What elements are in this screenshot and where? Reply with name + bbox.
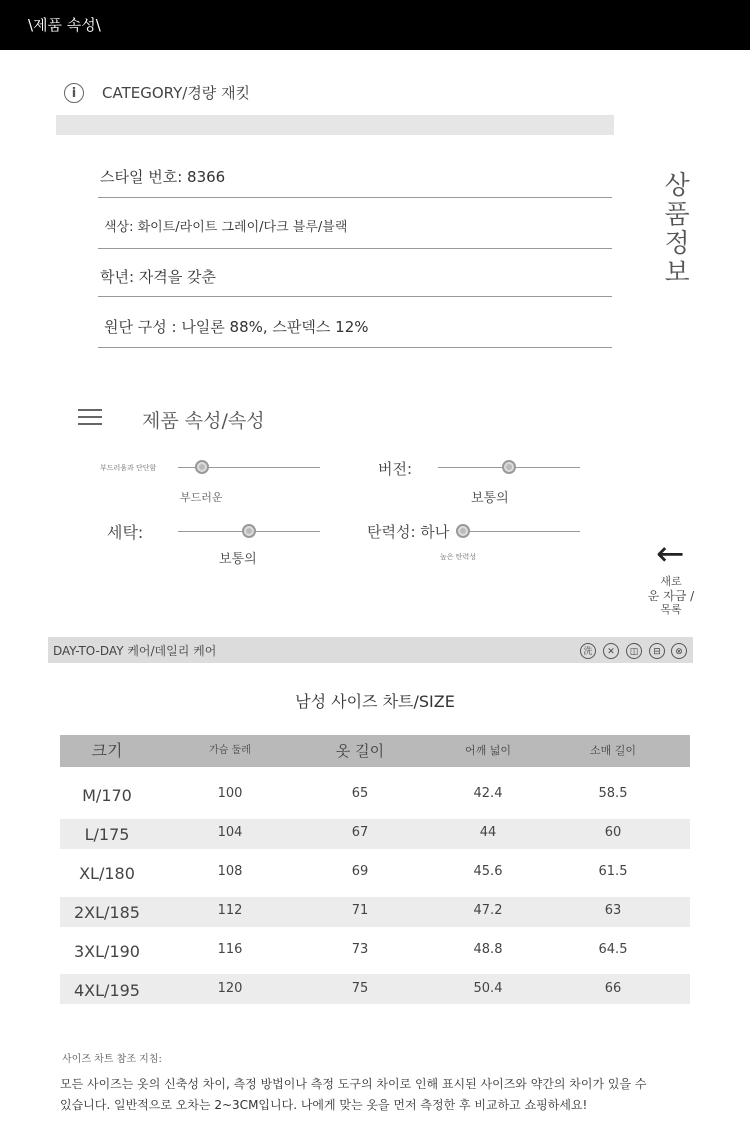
version-value: 보통의	[471, 491, 509, 506]
top-bar	[0, 0, 750, 50]
table-cell: 58.5	[598, 786, 628, 801]
size-note-title: 사이즈 차트 참조 지침:	[62, 1054, 162, 1065]
divider	[98, 197, 612, 198]
list-icon	[78, 409, 102, 430]
table-cell: 63	[604, 903, 622, 918]
table-cell: 2XL/185	[74, 903, 140, 922]
table-cell: 71	[351, 903, 369, 918]
spec-fabric: 원단 구성 : 나일론 88%, 스판덱스 12%	[104, 318, 369, 336]
table-cell: 50.4	[473, 981, 503, 996]
divider	[98, 248, 612, 249]
table-cell: 120	[217, 981, 243, 996]
new-arrival-line1: 새로	[660, 575, 682, 588]
elasticity-value: 높은 탄력성	[440, 553, 477, 561]
left-arrow-icon[interactable]: ←	[656, 534, 685, 574]
table-cell: 64.5	[598, 942, 628, 957]
size-note-line1: 모든 사이즈는 옷의 신축성 차이, 측정 방법이나 측정 도구의 차이로 인해 표시된 사이즈와 약간의 차이가 있을 수	[60, 1077, 647, 1091]
table-cell: 108	[217, 864, 243, 879]
table-cell: 65	[351, 786, 369, 801]
new-arrival-line2: 운 자금 /	[647, 589, 695, 603]
dry-icon: ⊟	[649, 643, 665, 659]
page-header-title: \제품 속성\	[28, 16, 101, 34]
softness-label: 부드러움과 단단함	[100, 464, 157, 472]
category-label: CATEGORY/경량 재킷	[102, 84, 251, 102]
wash-label: 세탁:	[107, 523, 144, 542]
care-label: DAY-TO-DAY 케어/데일리 케어	[53, 644, 217, 658]
elasticity-knob	[456, 524, 470, 538]
side-title-product-info: 상품 정보	[664, 171, 690, 288]
header-chest: 가슴 둘레	[209, 745, 251, 756]
elasticity-label: 탄력성: 하나	[367, 523, 450, 541]
table-cell: 67	[351, 825, 369, 840]
table-cell: 73	[351, 942, 369, 957]
table-cell: 48.8	[473, 942, 503, 957]
header-length: 옷 길이	[335, 742, 385, 760]
table-cell: 42.4	[473, 786, 503, 801]
size-chart-title: 남성 사이즈 차트/SIZE	[295, 692, 455, 711]
wash-value: 보통의	[219, 552, 257, 567]
table-cell: 100	[217, 786, 243, 801]
softness-knob	[195, 460, 209, 474]
table-cell: 4XL/195	[74, 981, 140, 1000]
info-icon: i	[64, 83, 84, 103]
table-cell: M/170	[82, 786, 132, 805]
table-cell: L/175	[84, 825, 130, 844]
divider	[98, 347, 612, 348]
properties-title: 제품 속성/속성	[142, 410, 265, 432]
table-cell: 116	[217, 942, 243, 957]
table-cell: 60	[604, 825, 622, 840]
divider-bar	[56, 115, 614, 135]
new-arrival-link[interactable]	[636, 575, 706, 617]
table-cell: 69	[351, 864, 369, 879]
size-note-line2: 있습니다. 일반적으로 오차는 2~3CM입니다. 나에게 맞는 옷을 먼저 측정한 후 비교하고 쇼핑하세요!	[60, 1098, 588, 1112]
new-arrival-line3: 목록	[660, 603, 682, 616]
table-cell: 75	[351, 981, 369, 996]
wash-knob	[242, 524, 256, 538]
spec-color: 색상: 화이트/라이트 그레이/다크 블루/블랙	[104, 220, 348, 235]
no-bleach-icon: ✕	[603, 643, 619, 659]
table-cell: 47.2	[473, 903, 503, 918]
table-cell: 3XL/190	[74, 942, 140, 961]
divider	[98, 296, 612, 297]
table-cell: 61.5	[598, 864, 628, 879]
header-size: 크기	[91, 741, 123, 760]
wash-tub-icon: 洗	[580, 643, 596, 659]
version-knob	[502, 460, 516, 474]
table-cell: 104	[217, 825, 243, 840]
header-sleeve: 소매 길이	[589, 744, 636, 757]
table-cell: 112	[217, 903, 243, 918]
iron-icon: ◫	[626, 643, 642, 659]
table-cell: 45.6	[473, 864, 503, 879]
table-cell: 44	[479, 825, 497, 840]
spec-style-number: 스타일 번호: 8366	[100, 168, 226, 186]
no-dryclean-icon: ⊗	[671, 643, 687, 659]
spec-grade: 학년: 자격을 갖춘	[100, 268, 217, 286]
softness-value: 부드러운	[180, 491, 223, 504]
header-shoulder: 어깨 넓이	[464, 744, 511, 757]
table-cell: 66	[604, 981, 622, 996]
elasticity-track	[456, 531, 580, 532]
table-cell: XL/180	[79, 864, 135, 883]
version-label: 버전:	[378, 460, 413, 478]
